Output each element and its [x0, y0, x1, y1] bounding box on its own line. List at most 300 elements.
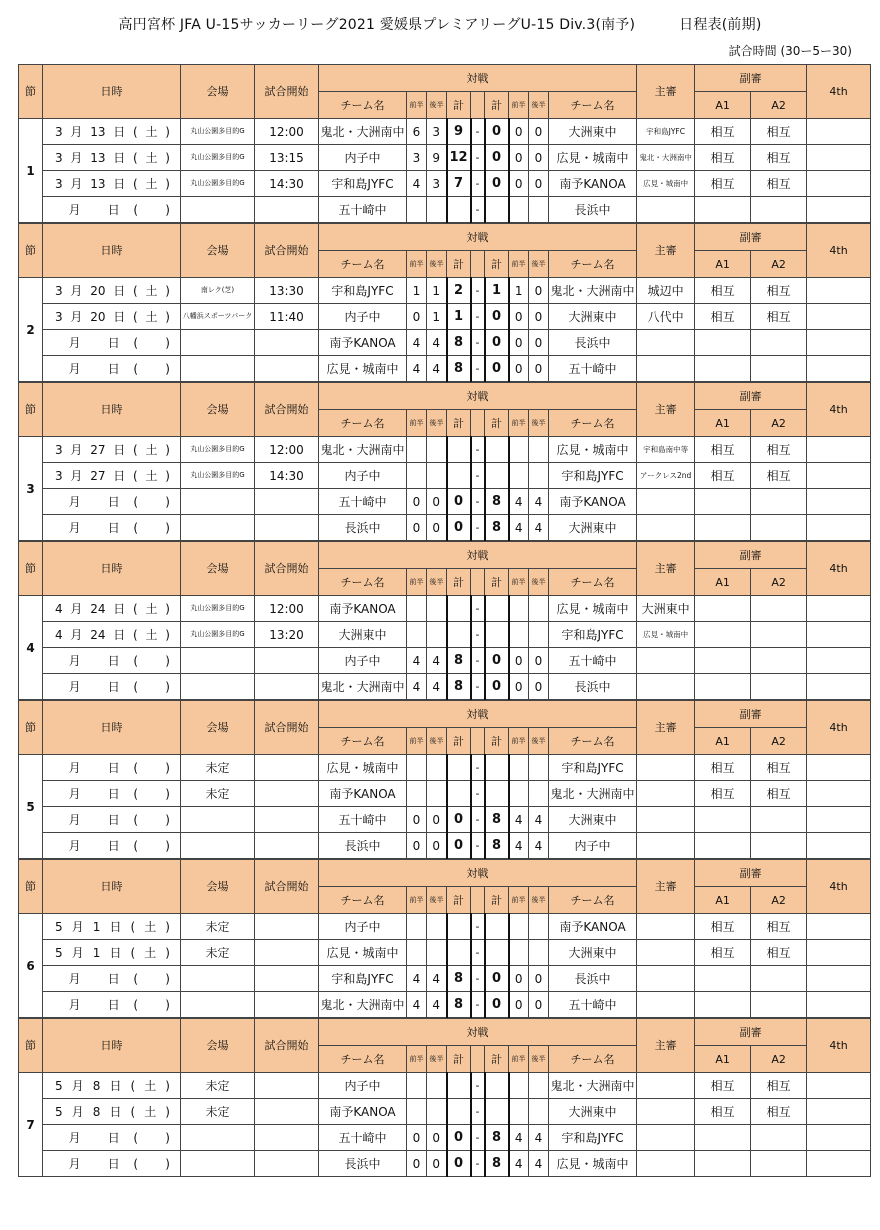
match-row [19, 940, 871, 966]
home-first-half-header: 前半 [407, 569, 427, 596]
home-total: 1 [447, 304, 471, 330]
assistant-referee-2: 相互 [751, 171, 807, 197]
home-team: 鬼北・大洲南中 [319, 992, 407, 1018]
match-month: 3 [55, 150, 63, 165]
away-total-header: 計 [485, 887, 509, 914]
home-second-half-header: 後半 [427, 569, 447, 596]
match-month: 3 [55, 468, 63, 483]
fourth-official [807, 833, 871, 859]
away-second-half: 4 [529, 515, 549, 541]
date-unit-label: 月 [70, 309, 83, 324]
date-unit-label: 月 [68, 653, 81, 668]
home-first-half-header: 前半 [407, 887, 427, 914]
date-unit-label: 日 [107, 335, 120, 350]
main-referee [637, 489, 695, 515]
home-first-half: 6 [407, 119, 427, 145]
assistant-referee-2 [751, 197, 807, 223]
kickoff-time [255, 755, 319, 781]
home-total: 8 [447, 674, 471, 700]
venue: 未定 [181, 914, 255, 940]
away-second-half [529, 437, 549, 463]
away-team: 大洲東中 [549, 940, 637, 966]
match-row [19, 1125, 871, 1151]
fourth-official [807, 1125, 871, 1151]
assistant-referee-2: 相互 [751, 437, 807, 463]
home-total: 8 [447, 992, 471, 1018]
a2-header: A2 [751, 410, 807, 437]
header-row [19, 542, 871, 569]
match-row [19, 489, 871, 515]
home-second-half: 4 [427, 674, 447, 700]
away-second-half-header: 後半 [529, 92, 549, 119]
assistant-referee-2 [751, 674, 807, 700]
away-first-half-header: 前半 [509, 887, 529, 914]
venue [181, 674, 255, 700]
away-first-half: 1 [509, 278, 529, 304]
home-total-header: 計 [447, 887, 471, 914]
main-referee: 宇和島南中等 [637, 437, 695, 463]
assistant-referee-2: 相互 [751, 781, 807, 807]
datetime-header: 日時 [43, 65, 181, 119]
fourth-official [807, 914, 871, 940]
away-second-half: 0 [529, 966, 549, 992]
assistant-referee-2: 相互 [751, 278, 807, 304]
fourth-official [807, 304, 871, 330]
match-day: 27 [90, 468, 106, 483]
fourth-official-header: 4th [807, 224, 871, 278]
sub-referee-header: 副審 [695, 383, 807, 410]
away-first-half [509, 1073, 529, 1099]
kickoff-time [255, 330, 319, 356]
main-referee-header: 主審 [637, 1019, 695, 1073]
match-row [19, 463, 871, 489]
away-total [485, 596, 509, 622]
home-second-half [427, 781, 447, 807]
away-second-half [529, 1099, 549, 1125]
home-second-half [427, 1099, 447, 1125]
date-unit-label: 月 [70, 601, 83, 616]
home-team: 広見・城南中 [319, 755, 407, 781]
date-unit-label: 日 [113, 124, 126, 139]
away-first-half: 0 [509, 119, 529, 145]
away-second-half [529, 914, 549, 940]
date-unit-label: 日 [107, 361, 120, 376]
match-header: 対戦 [319, 701, 637, 728]
assistant-referee-2: 相互 [751, 940, 807, 966]
away-first-half-header: 前半 [509, 728, 529, 755]
venue-header: 会場 [181, 383, 255, 437]
header-row [19, 701, 871, 728]
home-total-header: 計 [447, 569, 471, 596]
away-second-half: 0 [529, 648, 549, 674]
away-first-half: 0 [509, 304, 529, 330]
venue [181, 515, 255, 541]
score-separator: - [471, 966, 485, 992]
away-team: 五十崎中 [549, 992, 637, 1018]
home-first-half: 0 [407, 304, 427, 330]
kickoff-header: 試合開始 [255, 224, 319, 278]
date-unit-label: ) [165, 812, 170, 827]
away-team: 鬼北・大洲南中 [549, 278, 637, 304]
date-unit-label: ) [165, 309, 170, 324]
assistant-referee-2: 相互 [751, 463, 807, 489]
kickoff-time: 12:00 [255, 596, 319, 622]
home-team: 鬼北・大洲南中 [319, 119, 407, 145]
kickoff-time: 11:40 [255, 304, 319, 330]
match-row [19, 992, 871, 1018]
sub-referee-header: 副審 [695, 860, 807, 887]
away-first-half: 4 [509, 807, 529, 833]
date-unit-label: 日 [113, 442, 126, 457]
home-team-header: チーム名 [319, 728, 407, 755]
datetime-header: 日時 [43, 383, 181, 437]
home-team: 南予KANOA [319, 781, 407, 807]
away-first-half [509, 437, 529, 463]
away-first-half: 0 [509, 648, 529, 674]
date-unit-label: ) [165, 1130, 170, 1145]
section-header: 節 [19, 701, 43, 755]
assistant-referee-1 [695, 674, 751, 700]
venue: 丸山公園多目的G [181, 145, 255, 171]
away-team: 広見・城南中 [549, 437, 637, 463]
home-first-half [407, 622, 427, 648]
match-day: 8 [92, 1104, 101, 1119]
home-first-half: 4 [407, 356, 427, 382]
away-first-half: 0 [509, 356, 529, 382]
away-team: 南予KANOA [549, 489, 637, 515]
assistant-referee-2: 相互 [751, 304, 807, 330]
assistant-referee-1 [695, 833, 751, 859]
home-first-half: 4 [407, 330, 427, 356]
schedule-tables [18, 64, 870, 1177]
away-total-header: 計 [485, 569, 509, 596]
venue [181, 648, 255, 674]
a2-header: A2 [751, 728, 807, 755]
date-unit-label: 日 [109, 919, 122, 934]
home-first-half: 4 [407, 992, 427, 1018]
match-day: 24 [90, 601, 106, 616]
fourth-official [807, 622, 871, 648]
section-number: 7 [19, 1073, 43, 1177]
kickoff-time: 13:30 [255, 278, 319, 304]
home-total: 9 [447, 119, 471, 145]
sub-referee-header: 副審 [695, 65, 807, 92]
home-second-half: 0 [427, 1151, 447, 1177]
away-second-half-header: 後半 [529, 728, 549, 755]
main-referee [637, 515, 695, 541]
away-team: 大洲東中 [549, 1099, 637, 1125]
away-first-half-header: 前半 [509, 569, 529, 596]
away-first-half [509, 596, 529, 622]
date-unit-label: 日 [107, 812, 120, 827]
kickoff-time: 14:30 [255, 171, 319, 197]
kickoff-time [255, 648, 319, 674]
home-team: 長浜中 [319, 1151, 407, 1177]
home-second-half [427, 197, 447, 223]
match-row [19, 914, 871, 940]
venue: 丸山公園多目的G [181, 463, 255, 489]
main-referee [637, 1073, 695, 1099]
assistant-referee-2 [751, 330, 807, 356]
date-unit-label: 日 [113, 176, 126, 191]
date-unit-label: ( [133, 283, 138, 298]
away-total: 0 [485, 330, 509, 356]
main-referee [637, 1125, 695, 1151]
assistant-referee-1 [695, 992, 751, 1018]
match-date [43, 940, 181, 966]
venue [181, 966, 255, 992]
matchday-table [18, 64, 871, 223]
date-unit-label: ( [133, 627, 138, 642]
main-referee: 城辺中 [637, 278, 695, 304]
away-second-half-header: 後半 [529, 410, 549, 437]
home-second-half-header: 後半 [427, 728, 447, 755]
away-total-header: 計 [485, 251, 509, 278]
assistant-referee-1: 相互 [695, 1099, 751, 1125]
main-referee: 大洲東中 [637, 596, 695, 622]
match-row [19, 197, 871, 223]
away-total: 8 [485, 515, 509, 541]
date-unit-label: ) [165, 919, 170, 934]
home-first-half [407, 437, 427, 463]
assistant-referee-1: 相互 [695, 145, 751, 171]
match-row [19, 278, 871, 304]
away-total-header: 計 [485, 92, 509, 119]
away-team: 鬼北・大洲南中 [549, 781, 637, 807]
venue [181, 330, 255, 356]
away-total: 0 [485, 356, 509, 382]
date-unit-label: ( [133, 1156, 139, 1171]
assistant-referee-1: 相互 [695, 437, 751, 463]
date-unit-label: 月 [70, 627, 83, 642]
date-unit-label: 月 [68, 997, 81, 1012]
match-day: 27 [90, 442, 106, 457]
home-total [447, 1099, 471, 1125]
date-unit-label: ( [133, 468, 138, 483]
away-team-header: チーム名 [549, 410, 637, 437]
score-separator: - [471, 437, 485, 463]
away-total: 0 [485, 145, 509, 171]
date-unit-label: ( [130, 1078, 136, 1093]
fourth-official [807, 119, 871, 145]
away-first-half [509, 781, 529, 807]
home-second-half [427, 755, 447, 781]
date-unit-label: ( [133, 442, 138, 457]
date-unit-label: ) [165, 760, 170, 775]
home-first-half-header: 前半 [407, 410, 427, 437]
away-team-header: チーム名 [549, 251, 637, 278]
home-team: 内子中 [319, 304, 407, 330]
a1-header: A1 [695, 92, 751, 119]
venue [181, 489, 255, 515]
date-unit-label: ) [165, 520, 170, 535]
a1-header: A1 [695, 1046, 751, 1073]
home-total-header: 計 [447, 410, 471, 437]
section-header: 節 [19, 542, 43, 596]
away-second-half-header: 後半 [529, 569, 549, 596]
a2-header: A2 [751, 1046, 807, 1073]
header-row [19, 65, 871, 92]
a1-header: A1 [695, 569, 751, 596]
score-separator: - [471, 1099, 485, 1125]
match-weekday: 土 [144, 945, 157, 960]
fourth-official-header: 4th [807, 1019, 871, 1073]
home-second-half [427, 1073, 447, 1099]
assistant-referee-2: 相互 [751, 1073, 807, 1099]
section-header: 節 [19, 383, 43, 437]
datetime-header: 日時 [43, 860, 181, 914]
main-referee-header: 主審 [637, 542, 695, 596]
kickoff-time [255, 966, 319, 992]
main-referee [637, 1151, 695, 1177]
away-total: 8 [485, 807, 509, 833]
assistant-referee-2 [751, 1125, 807, 1151]
home-team: 南予KANOA [319, 330, 407, 356]
home-first-half [407, 914, 427, 940]
date-unit-label: ( [130, 1104, 136, 1119]
home-total: 8 [447, 648, 471, 674]
match-date [43, 1125, 181, 1151]
home-team: 長浜中 [319, 833, 407, 859]
date-unit-label: ( [133, 760, 139, 775]
date-unit-label: 月 [70, 468, 83, 483]
away-second-half-header: 後半 [529, 887, 549, 914]
main-referee-header: 主審 [637, 860, 695, 914]
main-referee: アークレス2nd [637, 463, 695, 489]
away-second-half [529, 197, 549, 223]
title-text: 高円宮杯 JFA U-15サッカーリーグ2021 愛媛県プレミアリーグU-15 Div.3(南予) [118, 17, 636, 33]
home-total [447, 197, 471, 223]
home-first-half: 0 [407, 489, 427, 515]
kickoff-time [255, 940, 319, 966]
score-separator: - [471, 807, 485, 833]
home-first-half: 4 [407, 648, 427, 674]
away-team: 鬼北・大洲南中 [549, 1073, 637, 1099]
section-header: 節 [19, 860, 43, 914]
away-first-half: 4 [509, 489, 529, 515]
date-unit-label: ( [133, 309, 138, 324]
fourth-official [807, 674, 871, 700]
home-second-half: 4 [427, 966, 447, 992]
date-unit-label: ( [133, 812, 139, 827]
match-weekday: 土 [145, 176, 158, 191]
venue: 未定 [181, 781, 255, 807]
home-second-half: 0 [427, 515, 447, 541]
date-unit-label: 日 [109, 945, 122, 960]
away-first-half: 0 [509, 674, 529, 700]
home-second-half: 4 [427, 992, 447, 1018]
away-second-half: 0 [529, 119, 549, 145]
home-first-half: 0 [407, 1151, 427, 1177]
date-unit-label: ) [165, 945, 170, 960]
home-team: 鬼北・大洲南中 [319, 674, 407, 700]
score-separator: - [471, 596, 485, 622]
date-unit-label: 日 [113, 468, 126, 483]
date-unit-label: ) [165, 627, 170, 642]
kickoff-time [255, 674, 319, 700]
assistant-referee-1: 相互 [695, 781, 751, 807]
venue: 南レク(芝) [181, 278, 255, 304]
main-referee [637, 914, 695, 940]
match-weekday: 土 [144, 1104, 157, 1119]
home-second-half [427, 940, 447, 966]
home-total-header: 計 [447, 728, 471, 755]
assistant-referee-2 [751, 596, 807, 622]
home-total: 0 [447, 515, 471, 541]
away-team: 南予KANOA [549, 914, 637, 940]
main-referee [637, 648, 695, 674]
score-separator: - [471, 914, 485, 940]
match-row [19, 356, 871, 382]
assistant-referee-1: 相互 [695, 463, 751, 489]
venue: 丸山公園多目的G [181, 622, 255, 648]
date-unit-label: 月 [68, 335, 81, 350]
home-second-half [427, 463, 447, 489]
kickoff-time [255, 489, 319, 515]
away-total-header: 計 [485, 1046, 509, 1073]
match-month: 3 [55, 176, 63, 191]
away-team: 南予KANOA [549, 171, 637, 197]
main-referee [637, 833, 695, 859]
away-first-half [509, 755, 529, 781]
match-date [43, 119, 181, 145]
kickoff-time [255, 515, 319, 541]
away-second-half [529, 596, 549, 622]
home-second-half [427, 914, 447, 940]
home-team: 南予KANOA [319, 596, 407, 622]
away-team-header: チーム名 [549, 887, 637, 914]
sub-referee-header: 副審 [695, 542, 807, 569]
match-header: 対戦 [319, 383, 637, 410]
date-unit-label: 月 [68, 786, 81, 801]
assistant-referee-2 [751, 515, 807, 541]
match-month: 3 [55, 309, 63, 324]
date-unit-label: 月 [68, 971, 81, 986]
away-team: 宇和島JYFC [549, 463, 637, 489]
match-header: 対戦 [319, 1019, 637, 1046]
matchday-table [18, 541, 871, 700]
assistant-referee-2 [751, 807, 807, 833]
away-first-half: 4 [509, 515, 529, 541]
venue-header: 会場 [181, 860, 255, 914]
date-unit-label: ) [165, 997, 170, 1012]
away-total [485, 940, 509, 966]
home-first-half: 4 [407, 966, 427, 992]
venue [181, 356, 255, 382]
away-second-half: 0 [529, 674, 549, 700]
away-total: 0 [485, 171, 509, 197]
date-unit-label: 月 [68, 838, 81, 853]
home-first-half [407, 596, 427, 622]
datetime-header: 日時 [43, 701, 181, 755]
date-unit-label: 月 [68, 520, 81, 535]
main-referee [637, 992, 695, 1018]
date-unit-label: 月 [68, 812, 81, 827]
match-date [43, 1151, 181, 1177]
fourth-official [807, 278, 871, 304]
main-referee: 鬼北・大洲南中 [637, 145, 695, 171]
date-unit-label: 月 [70, 150, 83, 165]
home-team: 内子中 [319, 648, 407, 674]
venue: 未定 [181, 940, 255, 966]
home-total: 2 [447, 278, 471, 304]
score-separator: - [471, 674, 485, 700]
away-team: 大洲東中 [549, 807, 637, 833]
match-header: 対戦 [319, 860, 637, 887]
fourth-official [807, 356, 871, 382]
matchday-table [18, 382, 871, 541]
venue [181, 1151, 255, 1177]
